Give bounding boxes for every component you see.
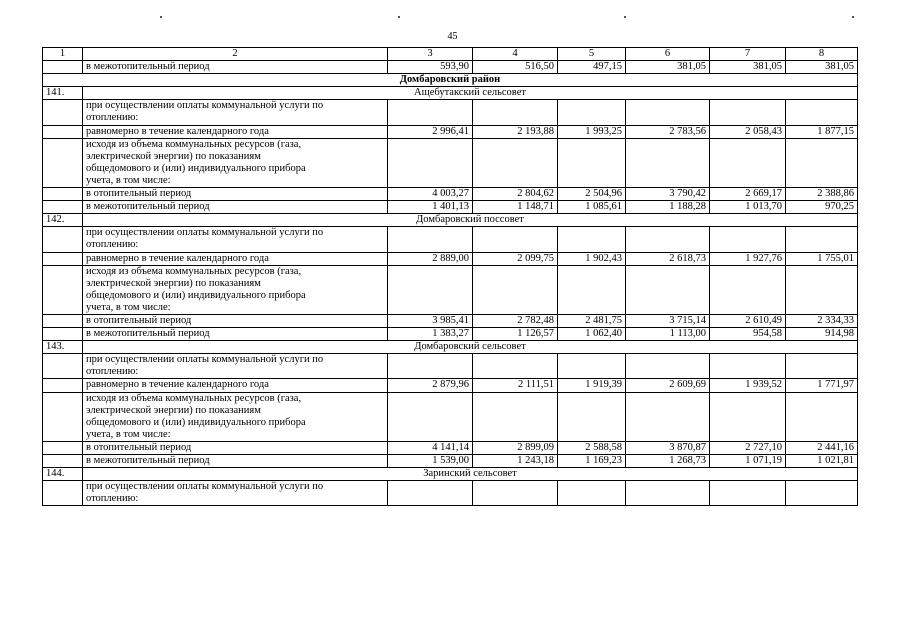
empty-value-cell	[388, 138, 473, 187]
section-row	[43, 214, 858, 227]
empty-value-cell	[558, 138, 626, 187]
scan-dot	[852, 16, 854, 18]
value-cell: 2 111,51	[473, 379, 558, 392]
value-cell: 3 715,14	[626, 314, 710, 327]
value-cell: 2 193,88	[473, 125, 558, 138]
row-number-cell	[43, 265, 83, 314]
section-title: Ащебутакский сельсовет	[83, 87, 858, 100]
description-line: учета, в том числе:	[86, 174, 171, 186]
value-cell: 1 148,71	[473, 201, 558, 214]
empty-value-cell	[388, 392, 473, 441]
column-header: 6	[626, 48, 710, 61]
row-number-cell	[43, 354, 83, 379]
value-cell: 2 618,73	[626, 252, 710, 265]
value-cell: 381,05	[626, 61, 710, 74]
empty-value-cell	[473, 354, 558, 379]
table-body	[43, 48, 858, 506]
text-row	[43, 481, 858, 506]
description-line: при осуществлении оплаты коммунальной услуги по	[86, 354, 324, 366]
row-number-cell	[43, 138, 83, 187]
value-cell: 381,05	[786, 61, 858, 74]
empty-value-cell	[388, 100, 473, 125]
row-number-cell	[43, 392, 83, 441]
row-label: в отопительный период	[83, 441, 388, 454]
empty-value-cell	[388, 265, 473, 314]
row-description	[83, 481, 388, 506]
row-label: равномерно в течение календарного года	[83, 252, 388, 265]
row-number-cell	[43, 455, 83, 468]
empty-value-cell	[710, 265, 786, 314]
table-row	[43, 455, 858, 468]
section-number: 144.	[43, 468, 83, 481]
row-description	[83, 227, 388, 252]
text-row	[43, 100, 858, 125]
row-number-cell	[43, 328, 83, 341]
empty-value-cell	[710, 354, 786, 379]
value-cell: 2 804,62	[473, 188, 558, 201]
value-cell: 1 993,25	[558, 125, 626, 138]
description-line: отоплению:	[86, 366, 139, 378]
table-row	[43, 379, 858, 392]
value-cell: 2 879,96	[388, 379, 473, 392]
value-cell: 954,58	[710, 328, 786, 341]
empty-value-cell	[388, 227, 473, 252]
empty-value-cell	[626, 227, 710, 252]
value-cell: 4 141,14	[388, 441, 473, 454]
scan-dot	[624, 16, 626, 18]
row-number-cell	[43, 441, 83, 454]
row-number-cell	[43, 227, 83, 252]
value-cell: 1 062,40	[558, 328, 626, 341]
text-row	[43, 392, 858, 441]
value-cell: 1 268,73	[626, 455, 710, 468]
row-description	[83, 138, 388, 187]
description-line: электрической энергии) по показаниям	[86, 404, 261, 416]
empty-value-cell	[626, 138, 710, 187]
row-description	[83, 392, 388, 441]
text-row	[43, 354, 858, 379]
empty-value-cell	[626, 265, 710, 314]
value-cell: 1 085,61	[558, 201, 626, 214]
empty-value-cell	[710, 100, 786, 125]
row-number-cell	[43, 100, 83, 125]
value-cell: 1 401,13	[388, 201, 473, 214]
column-header: 4	[473, 48, 558, 61]
row-number-cell	[43, 61, 83, 74]
description-line: электрической энергии) по показаниям	[86, 150, 261, 162]
description-line: отоплению:	[86, 239, 139, 251]
section-number: 141.	[43, 87, 83, 100]
value-cell: 2 481,75	[558, 314, 626, 327]
empty-value-cell	[786, 138, 858, 187]
description-line: общедомового и (или) индивидуального прибора	[86, 289, 306, 301]
value-cell: 1 113,00	[626, 328, 710, 341]
section-row	[43, 87, 858, 100]
row-number-cell	[43, 379, 83, 392]
section-title: Домбаровский поссовет	[83, 214, 858, 227]
value-cell: 1 927,76	[710, 252, 786, 265]
empty-value-cell	[388, 481, 473, 506]
value-cell: 2 889,00	[388, 252, 473, 265]
column-header: 8	[786, 48, 858, 61]
row-label: в отопительный период	[83, 314, 388, 327]
description-line: общедомового и (или) индивидуального прибора	[86, 162, 306, 174]
value-cell: 3 985,41	[388, 314, 473, 327]
row-number-cell	[43, 201, 83, 214]
value-cell: 2 334,33	[786, 314, 858, 327]
row-label: в межотопительный период	[83, 328, 388, 341]
value-cell: 516,50	[473, 61, 558, 74]
value-cell: 2 388,86	[786, 188, 858, 201]
section-row	[43, 468, 858, 481]
empty-value-cell	[473, 392, 558, 441]
row-label: в отопительный период	[83, 188, 388, 201]
value-cell: 1 539,00	[388, 455, 473, 468]
row-description	[83, 265, 388, 314]
table-row	[43, 441, 858, 454]
description-line: учета, в том числе:	[86, 301, 171, 313]
description-line: отоплению:	[86, 493, 139, 505]
scan-dot	[160, 16, 162, 18]
value-cell: 2 727,10	[710, 441, 786, 454]
empty-value-cell	[786, 100, 858, 125]
empty-value-cell	[626, 392, 710, 441]
value-cell: 3 870,87	[626, 441, 710, 454]
value-cell: 2 783,56	[626, 125, 710, 138]
value-cell: 2 899,09	[473, 441, 558, 454]
value-cell: 1 169,23	[558, 455, 626, 468]
description-line: при осуществлении оплаты коммунальной услуги по	[86, 100, 324, 112]
empty-value-cell	[786, 354, 858, 379]
empty-value-cell	[626, 481, 710, 506]
district-title: Домбаровский район	[43, 74, 858, 87]
value-cell: 1 071,19	[710, 455, 786, 468]
value-cell: 1 021,81	[786, 455, 858, 468]
value-cell: 2 099,75	[473, 252, 558, 265]
text-row	[43, 227, 858, 252]
text-row	[43, 138, 858, 187]
table-row	[43, 328, 858, 341]
value-cell: 1 877,15	[786, 125, 858, 138]
empty-value-cell	[558, 354, 626, 379]
description-line: учета, в том числе:	[86, 428, 171, 440]
value-cell: 970,25	[786, 201, 858, 214]
empty-value-cell	[558, 227, 626, 252]
district-row	[43, 74, 858, 87]
value-cell: 1 188,28	[626, 201, 710, 214]
column-header: 3	[388, 48, 473, 61]
column-header: 1	[43, 48, 83, 61]
column-header: 7	[710, 48, 786, 61]
value-cell: 2 609,69	[626, 379, 710, 392]
description-line: отоплению:	[86, 112, 139, 124]
section-number: 142.	[43, 214, 83, 227]
row-label: в межотопительный период	[83, 61, 388, 74]
value-cell: 381,05	[710, 61, 786, 74]
empty-value-cell	[473, 138, 558, 187]
value-cell: 1 126,57	[473, 328, 558, 341]
value-cell: 1 243,18	[473, 455, 558, 468]
table-row	[43, 61, 858, 74]
empty-value-cell	[473, 100, 558, 125]
empty-value-cell	[558, 100, 626, 125]
value-cell: 1 755,01	[786, 252, 858, 265]
row-number-cell	[43, 252, 83, 265]
row-description	[83, 354, 388, 379]
table-row	[43, 188, 858, 201]
empty-value-cell	[626, 354, 710, 379]
table-row	[43, 252, 858, 265]
empty-value-cell	[710, 392, 786, 441]
text-row	[43, 265, 858, 314]
empty-value-cell	[786, 392, 858, 441]
row-number-cell	[43, 188, 83, 201]
row-label: равномерно в течение календарного года	[83, 379, 388, 392]
value-cell: 497,15	[558, 61, 626, 74]
value-cell: 1 383,27	[388, 328, 473, 341]
row-number-cell	[43, 125, 83, 138]
value-cell: 2 058,43	[710, 125, 786, 138]
empty-value-cell	[473, 481, 558, 506]
empty-value-cell	[786, 481, 858, 506]
value-cell: 593,90	[388, 61, 473, 74]
empty-value-cell	[710, 481, 786, 506]
row-number-cell	[43, 481, 83, 506]
value-cell: 2 782,48	[473, 314, 558, 327]
description-line: при осуществлении оплаты коммунальной услуги по	[86, 481, 324, 493]
page-number: 45	[447, 31, 458, 42]
value-cell: 1 939,52	[710, 379, 786, 392]
row-number-cell	[43, 314, 83, 327]
row-label: в межотопительный период	[83, 455, 388, 468]
empty-value-cell	[558, 265, 626, 314]
empty-value-cell	[558, 481, 626, 506]
row-label: в межотопительный период	[83, 201, 388, 214]
value-cell: 2 669,17	[710, 188, 786, 201]
section-number: 143.	[43, 341, 83, 354]
empty-value-cell	[473, 265, 558, 314]
column-header: 5	[558, 48, 626, 61]
description-line: исходя из объема коммунальных ресурсов (газа,	[86, 138, 302, 150]
empty-value-cell	[786, 227, 858, 252]
empty-value-cell	[710, 138, 786, 187]
section-title: Домбаровский сельсовет	[83, 341, 858, 354]
column-header: 2	[83, 48, 388, 61]
scan-dot	[398, 16, 400, 18]
value-cell: 3 790,42	[626, 188, 710, 201]
section-title: Заринский сельсовет	[83, 468, 858, 481]
empty-value-cell	[388, 354, 473, 379]
value-cell: 2 996,41	[388, 125, 473, 138]
row-label: равномерно в течение календарного года	[83, 125, 388, 138]
empty-value-cell	[710, 227, 786, 252]
section-row	[43, 341, 858, 354]
value-cell: 1 902,43	[558, 252, 626, 265]
value-cell: 2 441,16	[786, 441, 858, 454]
description-line: при осуществлении оплаты коммунальной услуги по	[86, 227, 324, 239]
table-row	[43, 125, 858, 138]
row-description	[83, 100, 388, 125]
value-cell: 2 610,49	[710, 314, 786, 327]
description-line: исходя из объема коммунальных ресурсов (газа,	[86, 392, 302, 404]
empty-value-cell	[558, 392, 626, 441]
value-cell: 2 504,96	[558, 188, 626, 201]
table-row	[43, 201, 858, 214]
empty-value-cell	[626, 100, 710, 125]
empty-value-cell	[786, 265, 858, 314]
description-line: общедомового и (или) индивидуального прибора	[86, 416, 306, 428]
header-row	[43, 48, 858, 61]
value-cell: 1 013,70	[710, 201, 786, 214]
value-cell: 1 919,39	[558, 379, 626, 392]
tariff-table	[42, 47, 858, 506]
empty-value-cell	[473, 227, 558, 252]
value-cell: 4 003,27	[388, 188, 473, 201]
table-row	[43, 314, 858, 327]
description-line: электрической энергии) по показаниям	[86, 277, 261, 289]
value-cell: 914,98	[786, 328, 858, 341]
description-line: исходя из объема коммунальных ресурсов (газа,	[86, 265, 302, 277]
value-cell: 2 588,58	[558, 441, 626, 454]
value-cell: 1 771,97	[786, 379, 858, 392]
